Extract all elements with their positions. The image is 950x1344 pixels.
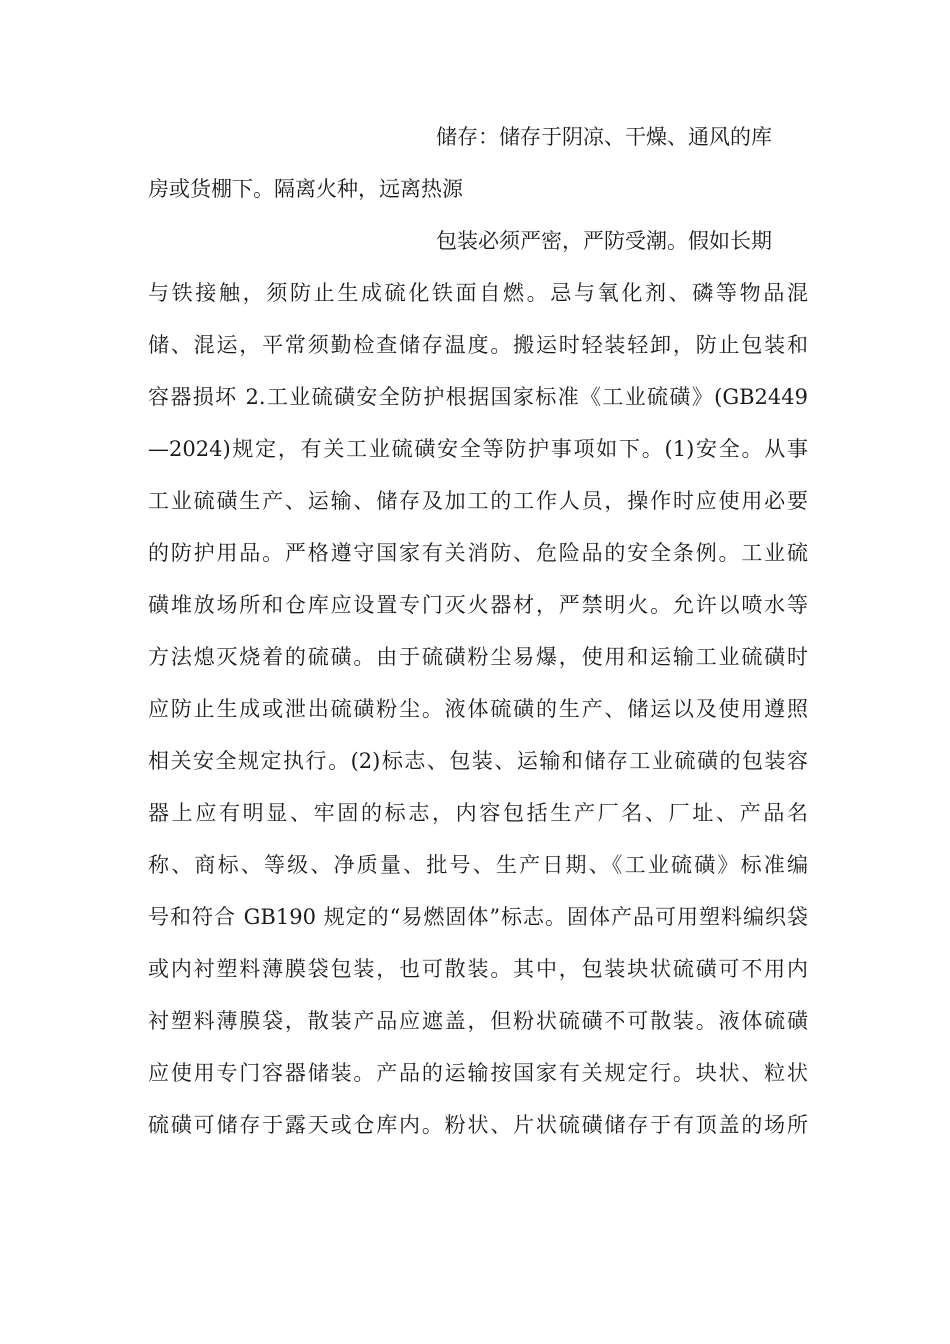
text-line: 硫磺可储存于露天或仓库内。粉状、片状硫磺储存于有顶盖的场所 xyxy=(148,1113,808,1137)
text-line: 房或货棚下。隔离火种，远离热源 xyxy=(148,177,463,201)
text-line: 衬塑料薄膜袋，散装产品应遮盖，但粉状硫磺不可散装。液体硫磺 xyxy=(148,1009,808,1033)
text-line: 与铁接触，须防止生成硫化铁面自燃。忌与氧化剂、磷等物品混 xyxy=(148,281,808,305)
text-line: 储存：储存于阴凉、干燥、通风的库 xyxy=(436,125,772,149)
text-line: —2024)规定，有关工业硫磺安全等防护事项如下。(1)安全。从事 xyxy=(148,437,808,461)
text-line: 容器损坏 2.工业硫磺安全防护根据国家标准《工业硫磺》(GB2449 xyxy=(148,385,808,409)
text-line: 包装必须严密，严防受潮。假如长期 xyxy=(436,229,772,253)
text-line: 磺堆放场所和仓库应设置专门灭火器材，严禁明火。允许以喷水等 xyxy=(148,593,808,617)
text-line: 号和符合 GB190 规定的“易燃固体”标志。固体产品可用塑料编织袋 xyxy=(148,905,808,929)
text-line: 应使用专门容器储装。产品的运输按国家有关规定行。块状、粒状 xyxy=(148,1061,808,1085)
text-line: 相关安全规定执行。(2)标志、包装、运输和储存工业硫磺的包装容 xyxy=(148,749,808,773)
text-line: 应防止生成或泄出硫磺粉尘。液体硫磺的生产、储运以及使用遵照 xyxy=(148,697,808,721)
text-line: 器上应有明显、牢固的标志，内容包括生产厂名、厂址、产品名 xyxy=(148,801,808,825)
text-line: 工业硫磺生产、运输、储存及加工的工作人员，操作时应使用必要 xyxy=(148,489,808,513)
text-line: 称、商标、等级、净质量、批号、生产日期、《工业硫磺》标准编 xyxy=(148,853,808,877)
text-line: 的防护用品。严格遵守国家有关消防、危险品的安全条例。工业硫 xyxy=(148,541,808,565)
text-line: 方法熄灭烧着的硫磺。由于硫磺粉尘易爆，使用和运输工业硫磺时 xyxy=(148,645,808,669)
text-line: 储、混运，平常须勤检查储存温度。搬运时轻装轻卸，防止包装和 xyxy=(148,333,808,357)
text-line: 或内衬塑料薄膜袋包装，也可散装。其中，包装块状硫磺可不用内 xyxy=(148,957,808,981)
